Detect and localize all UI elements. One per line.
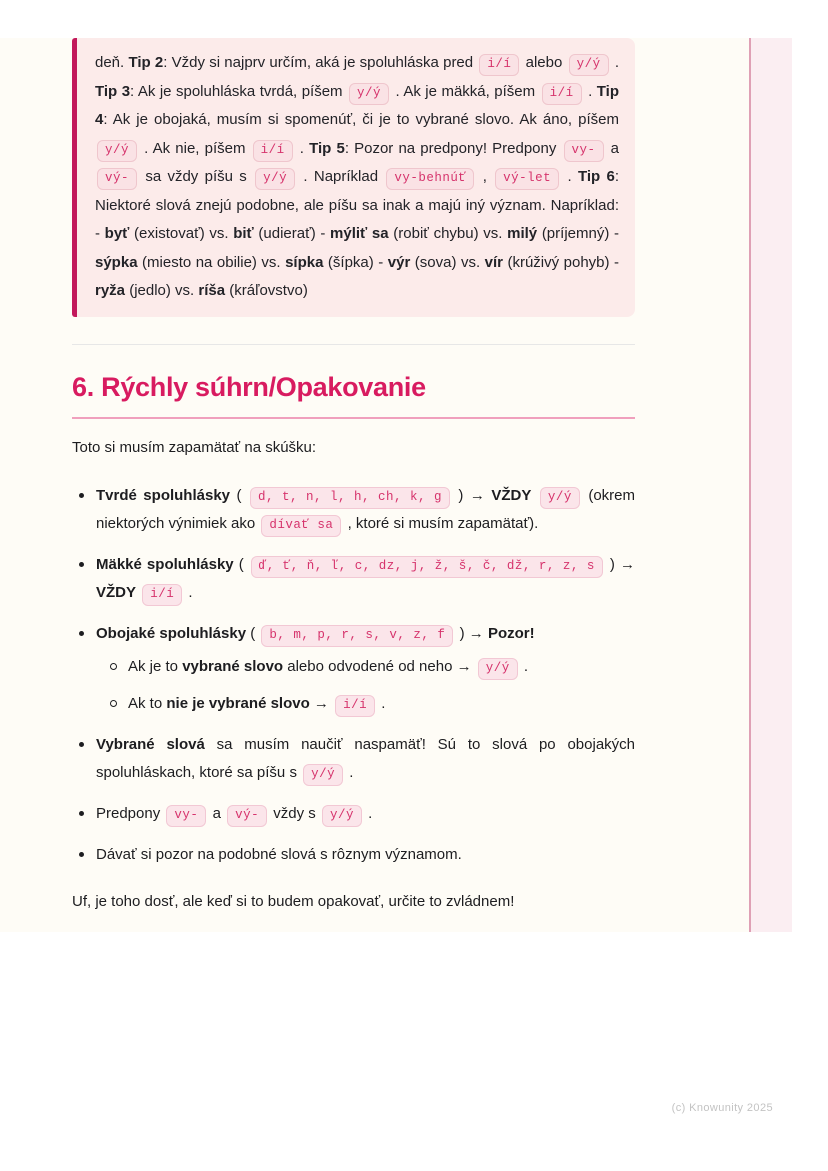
summary-sublist — [102, 653, 635, 718]
bold-text: byť — [104, 225, 130, 242]
bold-text: výr — [387, 253, 411, 271]
summary-item-hard-consonants — [72, 482, 635, 538]
text: , ktoré si musím zapamätať). — [343, 514, 539, 532]
text: : Vždy si najprv určím, aká je spoluhláska pred — [163, 54, 478, 71]
bold-text: milý — [507, 225, 538, 242]
bold-text: Tvrdé spoluhlásky — [96, 486, 231, 504]
text: deň. — [95, 54, 129, 71]
code-chip: y/ý — [540, 487, 580, 509]
text: Ak to — [128, 694, 167, 712]
text: (miesto na obilie) vs. — [137, 253, 286, 271]
bold-text: ryža — [95, 282, 126, 299]
bold-text: biť — [233, 225, 254, 242]
text: ) → — [455, 624, 488, 642]
text: Predpony — [96, 804, 165, 822]
code-chip: y/ý — [303, 764, 343, 786]
summary-item-selected-words — [72, 731, 635, 787]
bold-text: Obojaké spoluhlásky — [96, 624, 247, 642]
text: : Pozor na predpony! Predpony — [344, 139, 562, 157]
text: : Niektoré slová znejú podobne, ale píšu sa inak a majú iný význam. Napríklad: - — [95, 168, 620, 242]
text: ( — [246, 624, 260, 642]
bold-text: Tip 6 — [577, 168, 615, 185]
code-chip: vy- — [564, 140, 604, 162]
code-chip: vy-behnúť — [386, 168, 474, 190]
text: (udierať) - — [253, 225, 331, 242]
bold-text: sípka — [285, 253, 324, 271]
bold-text: nie je vybrané slovo — [166, 694, 310, 712]
text: . — [184, 583, 193, 601]
text: sa musím naučiť naspamäť! Sú to slová po obojakých spoluhláskach, ktoré sa píšu s — [96, 735, 635, 781]
text: sa vždy píšu s — [139, 168, 254, 185]
text: , — [476, 168, 494, 185]
bold-text: Pozor! — [487, 624, 535, 642]
bold-text: Tip 3 — [95, 82, 131, 100]
bold-text: Tip 2 — [128, 54, 164, 71]
section-heading: 6. Rýchly súhrn/Opakovanie — [72, 372, 635, 419]
text: : Ak je obojaká, musím si spomenúť, či je to vybrané slovo. Ak áno, píšem — [103, 111, 619, 128]
code-chip: dívať sa — [261, 515, 341, 537]
bold-text: Vybrané slová — [96, 735, 205, 753]
text: vždy s — [269, 804, 320, 822]
text: (existovať) vs. — [129, 225, 234, 242]
text — [136, 584, 140, 601]
text: . Napríklad — [297, 168, 385, 185]
text: a — [605, 139, 620, 157]
code-chip: ď, ť, ň, ľ, c, dz, j, ž, š, č, dž, r, z, s — [251, 556, 603, 578]
code-chip: vý- — [97, 168, 137, 190]
text: (okrem niektorých výnimiek ako — [96, 486, 635, 532]
summary-item-text — [96, 482, 635, 538]
text: alebo — [521, 54, 567, 71]
text: (robiť chybu) vs. — [388, 225, 508, 242]
text: . — [377, 694, 386, 712]
text: . — [294, 139, 310, 157]
text: alebo odvodené od neho → — [283, 657, 476, 675]
code-chip: vy- — [166, 805, 206, 827]
copyright: (c) Knowunity 2025 — [671, 1102, 773, 1114]
bold-text: vybrané slovo — [182, 657, 284, 675]
code-chip: y/ý — [255, 168, 295, 190]
text: . — [345, 763, 354, 781]
summary-subitem-text — [128, 653, 635, 681]
tips-callout — [72, 38, 635, 317]
text: → — [309, 694, 334, 712]
text: (krúživý pohyb) - — [502, 253, 619, 271]
bold-text: VŽDY — [96, 583, 137, 601]
summary-list — [72, 482, 635, 869]
text: ( — [230, 486, 248, 504]
summary-subitem-text — [128, 690, 635, 718]
bold-text: Tip 5 — [309, 139, 345, 157]
summary-item-similar-words — [72, 841, 635, 869]
closing-paragraph: Uf, je toho dosť, ale keď si to budem opakovať, určite to zvládnem! — [72, 892, 515, 910]
summary-item-prefixes — [72, 800, 635, 828]
text: . Ak je mäkká, píšem — [391, 82, 540, 100]
text: . — [583, 82, 597, 100]
page-content — [72, 38, 635, 914]
summary-subitem-selected-word — [102, 653, 635, 681]
summary-item-soft-consonants — [72, 551, 635, 607]
text: Dávať si pozor na podobné slová s rôznym významom. — [96, 845, 462, 863]
text: Ak je to — [128, 657, 183, 675]
summary-item-text — [96, 620, 635, 648]
text: ) → — [451, 486, 492, 504]
tips-callout-text — [95, 49, 619, 306]
bold-text: ríša — [198, 282, 226, 299]
text — [531, 487, 537, 504]
text: . — [561, 168, 578, 185]
intro-paragraph: Toto si musím zapamätať na skúšku: — [72, 438, 317, 456]
code-chip: b, m, p, r, s, v, z, f — [261, 625, 453, 647]
text: . — [363, 804, 373, 822]
code-chip: i/í — [253, 140, 293, 162]
text: ) → — [604, 555, 635, 573]
text: a — [208, 804, 226, 822]
next-page-edge-strip — [749, 38, 792, 932]
text: . — [610, 54, 619, 71]
bold-text: Tip 4 — [95, 82, 619, 128]
text: (jedlo) vs. — [125, 282, 199, 299]
code-chip: d, t, n, l, h, ch, k, g — [250, 487, 450, 509]
code-chip: y/ý — [97, 140, 137, 162]
code-chip: i/í — [479, 54, 519, 76]
text: : Ak je spoluhláska tvrdá, píšem — [130, 82, 348, 100]
text: . Ak nie, píšem — [139, 139, 251, 157]
code-chip: i/í — [142, 584, 182, 606]
bold-text: Mäkké spoluhlásky — [96, 555, 234, 573]
text: (kráľovstvo) — [225, 282, 308, 299]
code-chip: y/ý — [322, 805, 362, 827]
summary-item-ambiguous-consonants — [72, 620, 635, 718]
code-chip: vý- — [227, 805, 267, 827]
bold-text: VŽDY — [491, 486, 532, 504]
text: ( — [233, 555, 249, 573]
text: (šípka) - — [323, 253, 388, 271]
summary-subitem-not-selected-word — [102, 690, 635, 718]
code-chip: i/í — [542, 83, 582, 105]
text: (príjemný) - — [537, 225, 619, 242]
code-chip: y/ý — [349, 83, 389, 105]
code-chip: y/ý — [569, 54, 609, 76]
summary-item-text — [96, 551, 635, 607]
summary-item-text — [96, 841, 635, 869]
code-chip: y/ý — [478, 658, 518, 680]
text: (sova) vs. — [410, 253, 485, 271]
text: . — [519, 657, 529, 675]
bold-text: mýliť sa — [330, 225, 389, 242]
summary-item-text — [96, 731, 635, 787]
code-chip: i/í — [335, 695, 375, 717]
bold-text: vír — [484, 253, 503, 271]
bold-text: sýpka — [95, 253, 138, 271]
code-chip: vý-let — [495, 168, 559, 190]
section-divider — [72, 344, 635, 345]
summary-item-text — [96, 800, 635, 828]
